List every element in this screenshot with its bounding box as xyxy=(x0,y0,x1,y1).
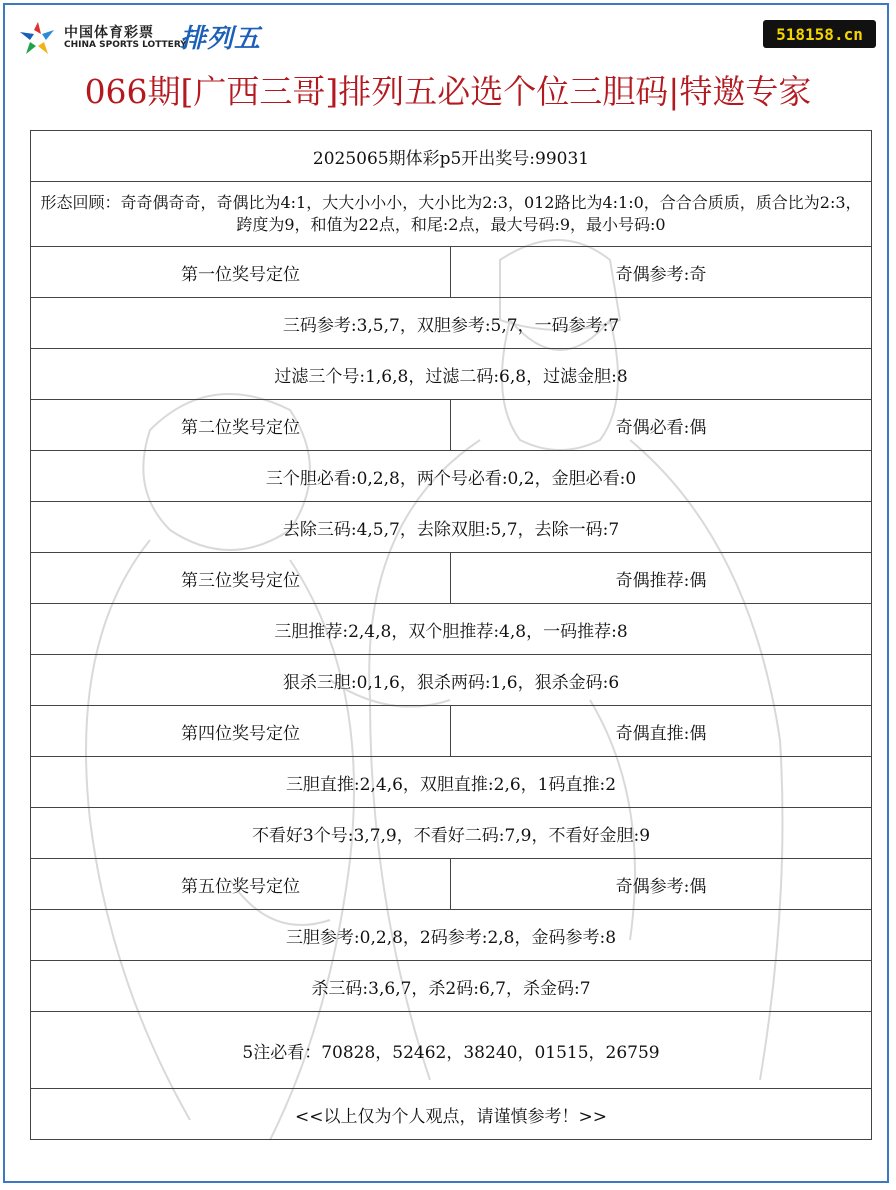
pick-1: 三码参考:3,5,7，双胆参考:5,7，一码参考:7 xyxy=(31,298,872,349)
lottery-star-icon xyxy=(18,18,58,58)
parity-2: 奇偶必看:偶 xyxy=(451,400,872,451)
position-label-3: 第三位奖号定位 xyxy=(31,553,451,604)
table-row xyxy=(31,451,872,502)
table-row xyxy=(31,553,872,604)
filter-5: 杀三码:3,6,7，杀2码:6,7，杀金码:7 xyxy=(31,961,872,1012)
site-badge[interactable]: 518158.cn xyxy=(763,20,876,48)
table-row xyxy=(31,706,872,757)
table-row xyxy=(31,349,872,400)
table-row xyxy=(31,298,872,349)
pick-3: 三胆推荐:2,4,8，双个胆推荐:4,8，一码推荐:8 xyxy=(31,604,872,655)
review-text: 形态回顾：奇奇偶奇奇，奇偶比为4:1，大大小小小，大小比为2:3，012路比为4:1:0，合合合质质，质合比为2:3，跨度为9，和值为22点，和尾:2点，最大号码:9，最小号码:0 xyxy=(31,182,872,247)
filter-3: 狠杀三胆:0,1,6，狠杀两码:1,6，狠杀金码:6 xyxy=(31,655,872,706)
logo-en-text: CHINA SPORTS LOTTERY xyxy=(64,40,187,50)
position-label-5: 第五位奖号定位 xyxy=(31,859,451,910)
logo-game-text: 排列五 xyxy=(180,24,262,54)
parity-1: 奇偶参考:奇 xyxy=(451,247,872,298)
table-row xyxy=(31,1012,872,1089)
pick-4: 三胆直推:2,4,6，双胆直推:2,6，1码直推:2 xyxy=(31,757,872,808)
position-label-2: 第二位奖号定位 xyxy=(31,400,451,451)
lottery-logo xyxy=(18,18,278,58)
pick-5: 三胆参考:0,2,8，2码参考:2,8，金码参考:8 xyxy=(31,910,872,961)
table-row xyxy=(31,502,872,553)
parity-5: 奇偶参考:偶 xyxy=(451,859,872,910)
table-row xyxy=(31,910,872,961)
must-see-picks: 5注必看：70828，52462，38240，01515，26759 xyxy=(31,1012,872,1089)
table-row xyxy=(31,961,872,1012)
parity-4: 奇偶直推:偶 xyxy=(451,706,872,757)
table-row xyxy=(31,247,872,298)
table-row xyxy=(31,757,872,808)
table-row xyxy=(31,655,872,706)
prediction-table xyxy=(30,130,872,1140)
draw-result: 2025065期体彩p5开出奖号:99031 xyxy=(31,131,872,182)
pick-2: 三个胆必看:0,2,8，两个号必看:0,2，金胆必看:0 xyxy=(31,451,872,502)
filter-1: 过滤三个号:1,6,8，过滤二码:6,8，过滤金胆:8 xyxy=(31,349,872,400)
logo-cn-text: 中国体育彩票 xyxy=(64,25,154,41)
filter-2: 去除三码:4,5,7，去除双胆:5,7，去除一码:7 xyxy=(31,502,872,553)
table-row xyxy=(31,182,872,247)
position-label-4: 第四位奖号定位 xyxy=(31,706,451,757)
table-row xyxy=(31,400,872,451)
table-row xyxy=(31,604,872,655)
page-title: 066期[广西三哥]排列五必选个位三胆码|特邀专家 xyxy=(84,72,812,111)
disclaimer: <<以上仅为个人观点，请谨慎参考！>> xyxy=(31,1089,872,1140)
table-row xyxy=(31,1089,872,1140)
table-row xyxy=(31,808,872,859)
table-row xyxy=(31,131,872,182)
parity-3: 奇偶推荐:偶 xyxy=(451,553,872,604)
filter-4: 不看好3个号:3,7,9，不看好二码:7,9，不看好金胆:9 xyxy=(31,808,872,859)
table-row xyxy=(31,859,872,910)
position-label-1: 第一位奖号定位 xyxy=(31,247,451,298)
